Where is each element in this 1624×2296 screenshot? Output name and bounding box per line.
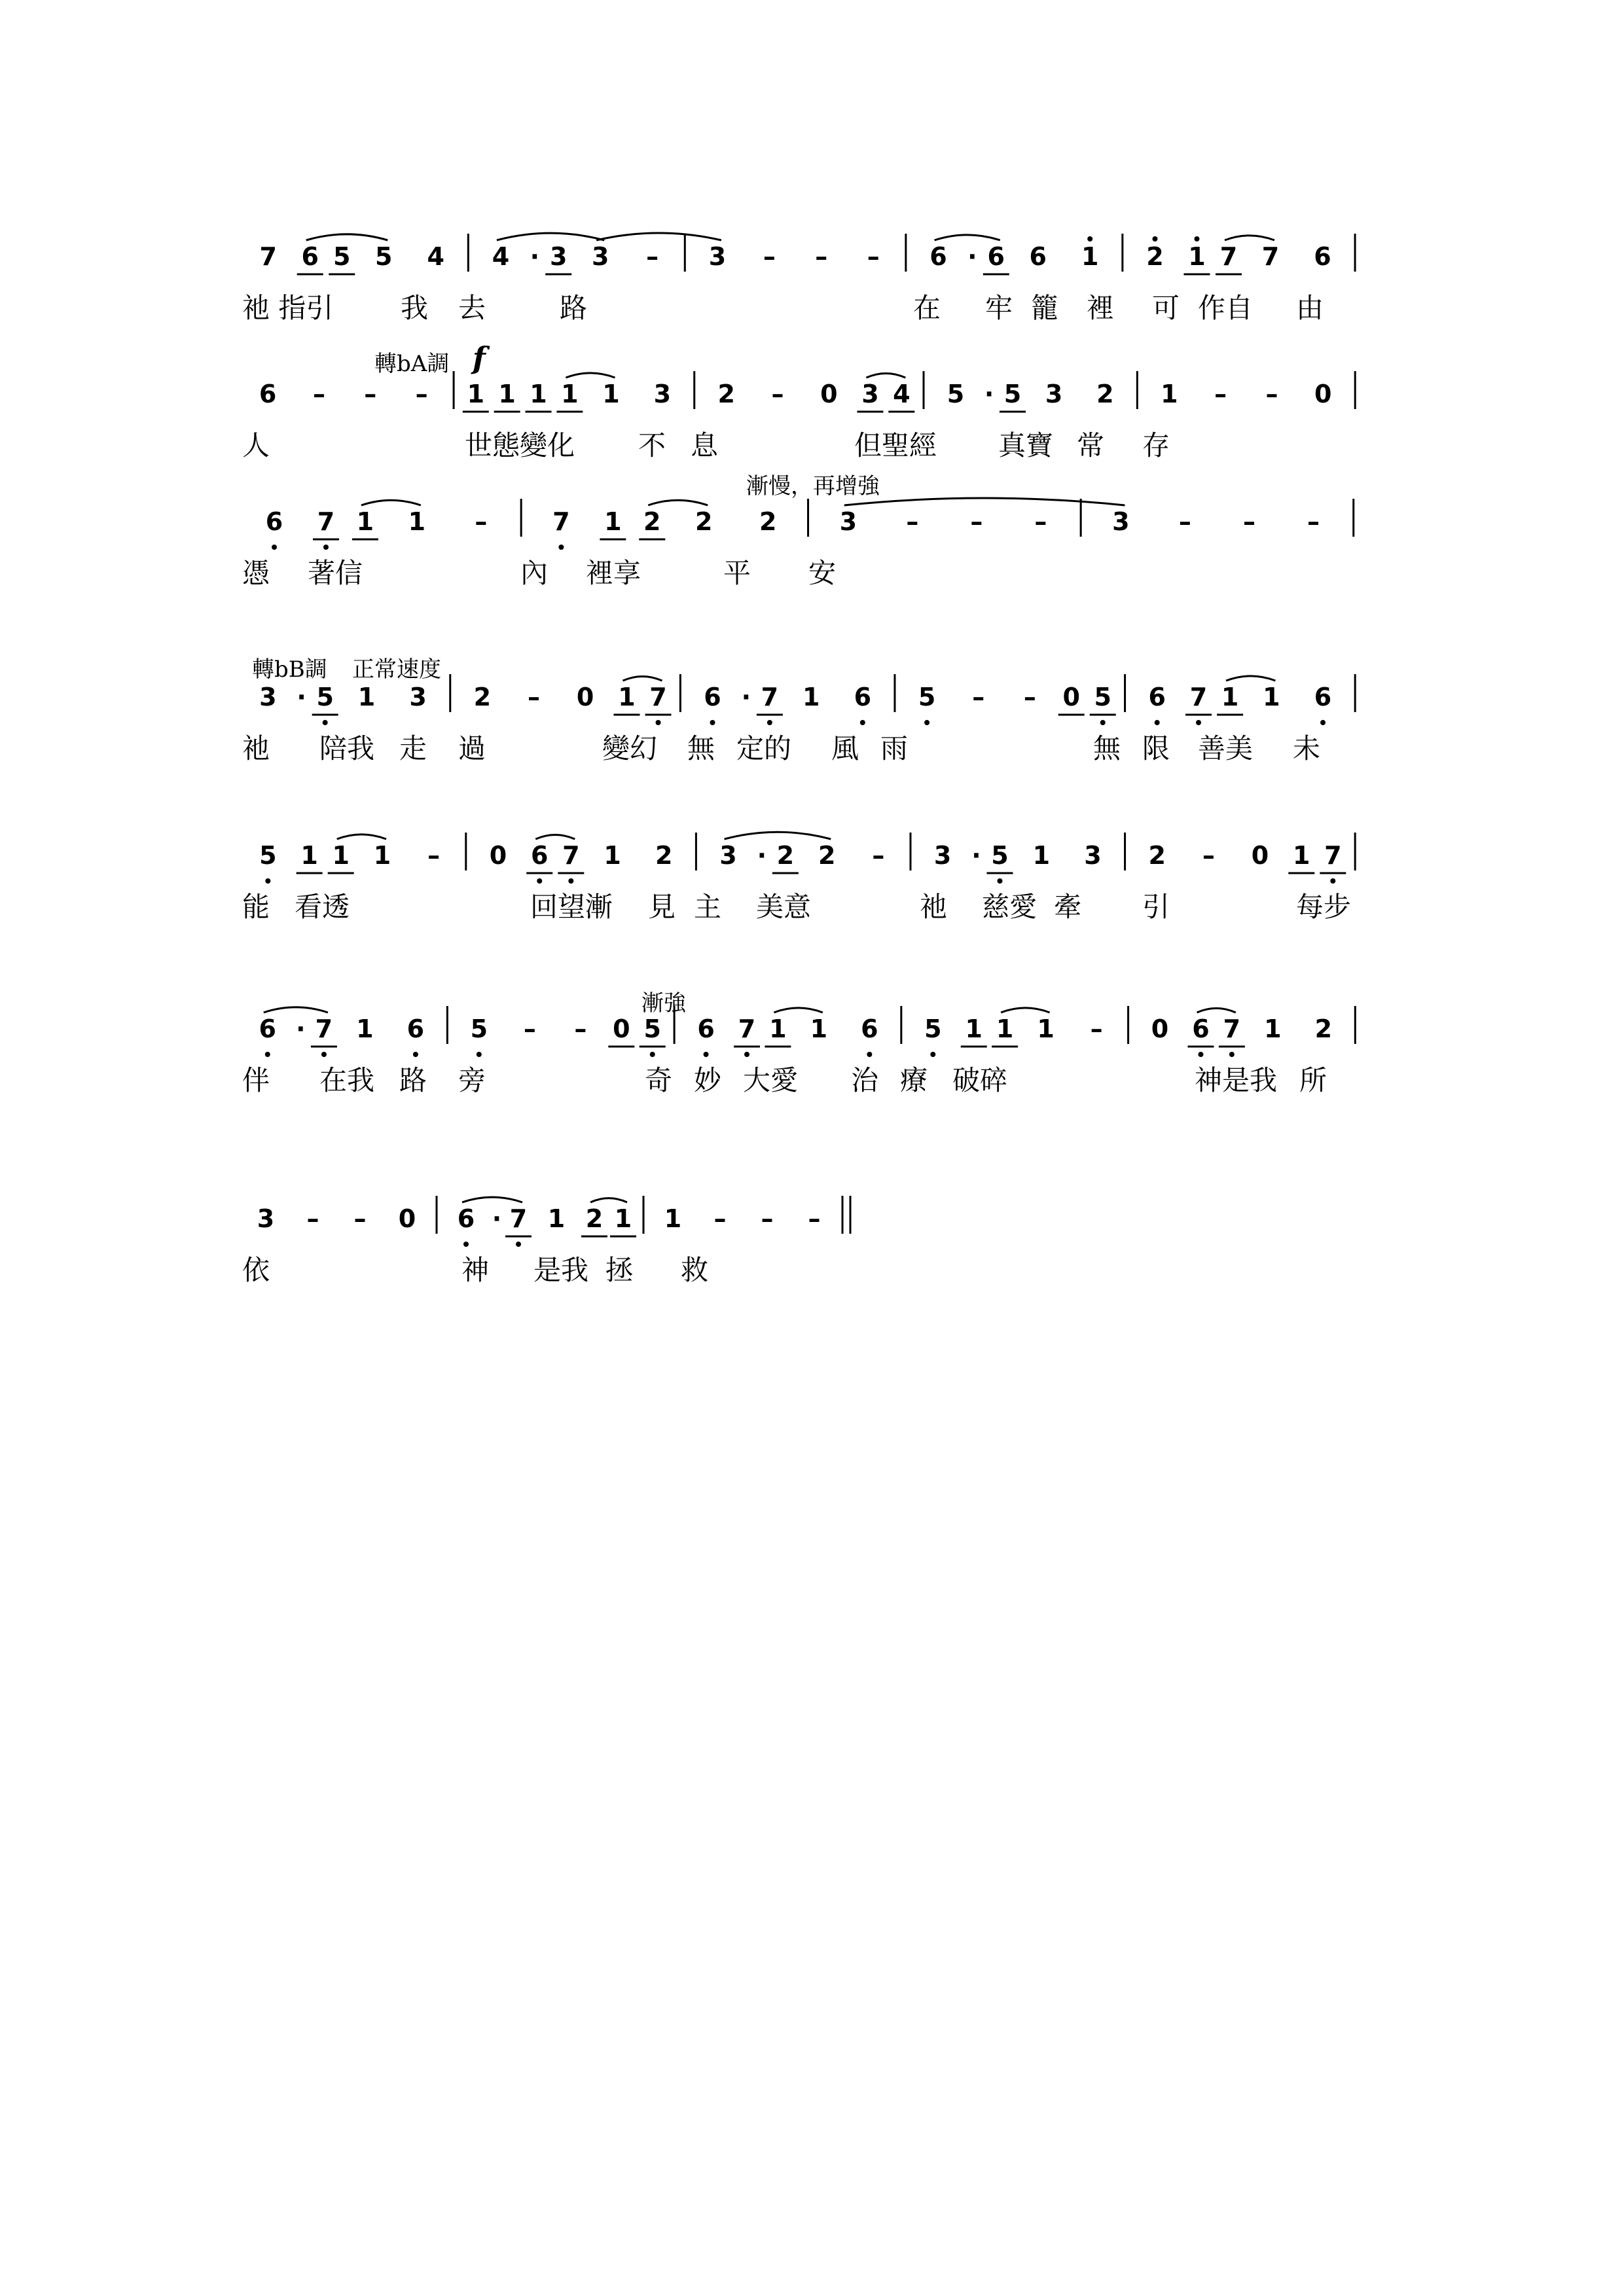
note: 2: [717, 380, 735, 408]
slur-arc: [1197, 1009, 1235, 1013]
note: 7: [315, 1014, 333, 1043]
octave-dot-below: [323, 545, 329, 550]
lyric-text: 息: [691, 429, 719, 461]
lyric-text: 人: [242, 429, 270, 461]
lyric-text: 慈愛: [982, 891, 1038, 923]
lyric-text: 引: [1142, 891, 1170, 923]
lyric-text: 憑: [242, 557, 270, 589]
note: 5: [259, 841, 277, 870]
octave-dot-below: [767, 720, 772, 725]
note: 0: [1062, 683, 1080, 711]
note: 0: [1314, 380, 1332, 408]
octave-dot-below: [650, 1052, 655, 1057]
note: 7: [317, 507, 335, 536]
note: 7: [761, 683, 779, 711]
dot-note: ·: [297, 683, 306, 711]
note: 1: [356, 507, 374, 536]
note: 1: [1293, 841, 1310, 870]
lyric-text: 奇: [645, 1064, 673, 1096]
lyric-text: 路: [399, 1064, 427, 1096]
lyric-text: 破碎: [952, 1064, 1008, 1096]
octave-dot-below: [558, 545, 564, 550]
lyric-text: 見: [648, 891, 676, 923]
dash-note: –: [646, 242, 659, 271]
dash-note: –: [763, 242, 776, 271]
dash-note: –: [427, 841, 441, 870]
dash-note: –: [475, 507, 488, 536]
note: 3: [549, 242, 568, 271]
octave-dot-above: [1194, 236, 1199, 242]
note: 1: [467, 380, 485, 408]
lyric-text: 回望漸: [530, 891, 613, 923]
note: 6: [1029, 242, 1047, 271]
lyric-text: 安: [808, 557, 837, 589]
lyric-text: 無: [1093, 732, 1121, 764]
slur-arc: [935, 235, 1000, 240]
note: 1: [356, 1014, 374, 1043]
lyric-text: 主: [694, 891, 722, 923]
lyric-text: 我: [401, 292, 429, 324]
note: 1: [810, 1014, 828, 1043]
lyric-text: 神: [461, 1254, 490, 1286]
note: 1: [408, 507, 426, 536]
note: 1: [498, 380, 516, 408]
slur-arc: [1225, 236, 1274, 240]
note: 2: [473, 683, 492, 711]
note: 1: [604, 507, 622, 536]
lyric-text: 伴: [242, 1064, 270, 1096]
marking-key-change-b: 轉bB調: [252, 656, 327, 683]
dash-note: –: [528, 683, 541, 711]
slur-arc: [648, 500, 708, 505]
note: 5: [316, 683, 334, 711]
note: 1: [1161, 380, 1178, 408]
note: 7: [1223, 1014, 1241, 1043]
slur-arc: [535, 834, 575, 839]
note: 6: [259, 1014, 276, 1043]
lyric-text: 依: [242, 1254, 270, 1286]
note: 1: [965, 1014, 983, 1043]
dot-note: ·: [757, 841, 767, 870]
octave-dot-below: [1196, 720, 1201, 725]
note: 2: [776, 841, 795, 870]
octave-dot-below: [568, 878, 573, 884]
note: 1: [802, 683, 820, 711]
lyric-text: 著信: [308, 557, 363, 589]
octave-dot-below: [265, 1052, 270, 1057]
octave-dot-below: [537, 878, 542, 884]
slur-arc: [361, 500, 421, 505]
slur-arc: [497, 233, 604, 240]
octave-dot-below: [1229, 1052, 1235, 1057]
lyric-text: 祂 指引: [242, 292, 334, 324]
dash-note: –: [1214, 380, 1227, 408]
lyric-text: 存: [1142, 429, 1170, 461]
lyric-text: 可: [1152, 292, 1180, 324]
note: 3: [708, 242, 727, 271]
octave-dot-below: [477, 1052, 482, 1057]
lyric-text: 無: [687, 732, 715, 764]
slur-arc: [844, 498, 1125, 505]
octave-dot-above: [1152, 236, 1157, 242]
note: 5: [470, 1014, 488, 1043]
note: 1: [530, 380, 547, 408]
lyric-text: 路: [560, 292, 588, 324]
note: 1: [1081, 242, 1099, 271]
lyric-text: 牽: [1054, 891, 1082, 923]
lyric-text: 但聖經: [854, 429, 937, 461]
octave-dot-below: [997, 878, 1002, 884]
octave-dot-below: [265, 878, 270, 884]
note: 4: [427, 242, 444, 271]
dash-note: –: [808, 1204, 821, 1233]
lyric-text: 裡享: [586, 557, 641, 589]
octave-dot-below: [1330, 878, 1335, 884]
lyric-text: 神是我: [1195, 1064, 1278, 1096]
octave-dot-below: [1320, 720, 1326, 725]
note: 3: [409, 683, 427, 711]
note: 6: [1314, 683, 1332, 711]
note: 2: [818, 841, 836, 870]
note: 7: [1189, 683, 1208, 711]
note: 7: [1261, 242, 1280, 271]
lyric-text: 在我: [319, 1064, 375, 1096]
note: 6: [531, 841, 549, 870]
note: 5: [1094, 683, 1111, 711]
note: 6: [457, 1204, 475, 1233]
note: 3: [1084, 841, 1102, 870]
lyric-text: 不: [638, 429, 666, 461]
note: 0: [1251, 841, 1269, 870]
lyric-text: 能: [242, 891, 270, 923]
note: 1: [996, 1014, 1014, 1043]
note: 2: [585, 1204, 604, 1233]
octave-dot-below: [744, 1052, 749, 1057]
lyric-text: 裡: [1087, 292, 1115, 324]
note: 3: [933, 841, 952, 870]
note: 0: [576, 683, 594, 711]
dash-note: –: [353, 1204, 367, 1233]
note: 1: [547, 1204, 566, 1233]
octave-dot-below: [1100, 720, 1106, 725]
octave-dot-below: [867, 1052, 872, 1057]
slur-arc: [264, 1007, 328, 1013]
lyric-text: 陪我: [319, 732, 375, 764]
note: 6: [987, 242, 1005, 271]
dot-note: ·: [296, 1014, 306, 1043]
note: 1: [604, 841, 621, 870]
dot-note: ·: [492, 1204, 502, 1233]
dot-note: ·: [530, 242, 540, 271]
dash-note: –: [312, 380, 325, 408]
dash-note: –: [867, 242, 880, 271]
dash-note: –: [972, 683, 985, 711]
octave-dot-below: [924, 720, 929, 725]
lyric-text: 善美: [1198, 732, 1254, 764]
marking-key-change-a: 轉bA調: [374, 351, 450, 377]
note: 7: [1219, 242, 1238, 271]
slur-arc: [774, 1008, 822, 1013]
note: 1: [602, 380, 620, 408]
note: 7: [649, 683, 667, 711]
dash-note: –: [771, 380, 784, 408]
octave-dot-below: [710, 720, 715, 725]
marking-dynamic-forte: f: [473, 340, 486, 376]
note: 7: [738, 1014, 756, 1043]
note: 0: [1151, 1014, 1169, 1043]
note: 6: [929, 242, 947, 271]
dash-note: –: [415, 380, 428, 408]
lyric-text: 是我: [533, 1254, 589, 1286]
lyric-text: 真寶: [998, 429, 1054, 461]
dash-note: –: [970, 507, 983, 536]
note: 1: [332, 841, 350, 870]
note: 3: [839, 507, 857, 536]
note: 6: [301, 242, 319, 271]
octave-dot-above: [1087, 236, 1092, 242]
dash-note: –: [1202, 841, 1215, 870]
dash-note: –: [1090, 1014, 1103, 1043]
dot-note: ·: [967, 242, 977, 271]
dash-note: –: [815, 242, 828, 271]
slur-arc: [337, 834, 386, 839]
note: 6: [854, 683, 872, 711]
dash-note: –: [574, 1014, 587, 1043]
octave-dot-below: [463, 1242, 469, 1247]
lyric-text: 作自: [1198, 292, 1254, 324]
lyric-text: 拯: [605, 1254, 634, 1286]
lyric-text: 祂: [242, 732, 270, 764]
note: 0: [613, 1014, 630, 1043]
note: 5: [947, 380, 965, 408]
dash-note: –: [761, 1204, 774, 1233]
lyric-text: 世態變化: [465, 429, 575, 461]
dot-note: ·: [984, 380, 994, 408]
octave-dot-below: [321, 1052, 327, 1057]
dash-note: –: [1242, 507, 1255, 536]
note: 1: [614, 1204, 632, 1233]
lyric-text: 常: [1077, 429, 1105, 461]
slur-arc: [725, 832, 831, 839]
dash-note: –: [906, 507, 919, 536]
note: 1: [1221, 683, 1239, 711]
note: 1: [1032, 841, 1051, 870]
note: 1: [618, 683, 636, 711]
note: 1: [373, 841, 391, 870]
note: 7: [562, 841, 580, 870]
dash-note: –: [1023, 683, 1036, 711]
lyric-text: 未: [1293, 732, 1321, 764]
note: 6: [1148, 683, 1166, 711]
note: 6: [406, 1014, 425, 1043]
octave-dot-below: [1155, 720, 1160, 725]
note: 2: [695, 507, 713, 536]
dash-note: –: [713, 1204, 727, 1233]
dash-note: –: [523, 1014, 536, 1043]
octave-dot-below: [704, 1052, 709, 1057]
note: 6: [704, 683, 721, 711]
note: 1: [300, 841, 318, 870]
lyric-text: 走: [399, 732, 427, 764]
octave-dot-below: [516, 1242, 521, 1247]
slur-arc: [590, 1198, 627, 1202]
octave-dot-below: [860, 720, 865, 725]
note: 5: [1003, 380, 1022, 408]
lyric-text: 過: [458, 732, 486, 764]
octave-dot-below: [413, 1052, 418, 1057]
slur-arc: [462, 1197, 522, 1202]
slur-arc: [306, 234, 388, 240]
lyric-text: 在: [913, 292, 941, 324]
lyric-text: 牢: [985, 292, 1013, 324]
note: 5: [643, 1014, 661, 1043]
note: 5: [333, 242, 351, 271]
lyric-text: 大愛: [743, 1064, 799, 1096]
note: 3: [719, 841, 737, 870]
octave-dot-below: [656, 720, 661, 725]
note: 2: [1148, 841, 1166, 870]
lyric-text: 風: [831, 732, 859, 764]
note: 6: [1314, 242, 1331, 271]
note: 2: [1314, 1014, 1333, 1043]
lyric-text: 治: [851, 1064, 879, 1096]
note: 7: [1324, 841, 1342, 870]
note: 1: [1264, 1014, 1282, 1043]
note: 1: [1263, 683, 1280, 711]
lyric-text: 內: [520, 557, 549, 589]
octave-dot-below: [272, 545, 277, 550]
note: 6: [861, 1014, 878, 1043]
slur-arc: [566, 373, 615, 378]
lyric-text: 祂: [920, 891, 948, 923]
note: 6: [259, 380, 277, 408]
dash-note: –: [1307, 507, 1320, 536]
note: 5: [375, 242, 393, 271]
note: 3: [257, 1204, 275, 1233]
octave-dot-below: [323, 720, 328, 725]
dash-note: –: [1178, 507, 1191, 536]
dot-note: ·: [971, 841, 981, 870]
lyric-text: 由: [1296, 292, 1324, 324]
octave-dot-below: [930, 1052, 935, 1057]
note: 0: [398, 1204, 416, 1233]
dash-note: –: [872, 841, 885, 870]
note: 3: [861, 380, 879, 408]
note: 1: [1188, 242, 1206, 271]
note: 0: [489, 841, 507, 870]
lyric-text: 療: [900, 1064, 928, 1096]
marking-tempo-normal: 正常速度: [352, 656, 441, 683]
note: 3: [653, 380, 672, 408]
note: 5: [918, 683, 936, 711]
note: 3: [1112, 507, 1130, 536]
slur-arc: [623, 676, 662, 681]
note: 4: [492, 242, 510, 271]
lyric-text: 定的: [736, 732, 792, 764]
note: 6: [1192, 1014, 1210, 1043]
lyric-text: 雨: [880, 732, 909, 764]
note: 1: [357, 683, 376, 711]
note: 7: [259, 242, 277, 271]
note: 1: [1037, 1014, 1055, 1043]
dash-note: –: [364, 380, 377, 408]
note: 3: [591, 242, 609, 271]
note: 6: [265, 507, 283, 536]
note: 3: [259, 683, 277, 711]
lyric-text: 去: [458, 292, 486, 324]
note: 0: [820, 380, 838, 408]
octave-dot-below: [1198, 1052, 1203, 1057]
lyric-text: 旁: [458, 1064, 486, 1096]
dash-note: –: [1034, 507, 1047, 536]
lyric-text: 變幻: [602, 732, 658, 764]
note: 2: [655, 841, 673, 870]
lyric-text: 平: [723, 557, 751, 589]
note: 1: [561, 380, 579, 408]
note: 2: [643, 507, 661, 536]
slur-arc: [1226, 676, 1275, 681]
slur-arc: [866, 374, 905, 378]
slur-arc: [1001, 1008, 1049, 1013]
note: 2: [759, 507, 777, 536]
lyric-text: 所: [1299, 1064, 1327, 1096]
note: 3: [1045, 380, 1063, 408]
note: 7: [552, 507, 570, 536]
lyric-text: 籠: [1031, 292, 1059, 324]
note: 2: [1096, 380, 1114, 408]
dot-note: ·: [741, 683, 751, 711]
note: 1: [769, 1014, 787, 1043]
note: 2: [1146, 242, 1164, 271]
marking-cresc: 漸強: [641, 990, 686, 1016]
dash-note: –: [1265, 380, 1278, 408]
lyric-text: 妙: [694, 1064, 722, 1096]
note: 1: [664, 1204, 682, 1233]
lyric-text: 救: [681, 1254, 709, 1286]
lyric-text: 每步: [1296, 891, 1352, 923]
note: 4: [893, 380, 911, 408]
note: 7: [509, 1204, 528, 1233]
dash-note: –: [306, 1204, 319, 1233]
note: 6: [697, 1014, 715, 1043]
note: 5: [924, 1014, 942, 1043]
slur-arc: [596, 233, 721, 240]
lyric-text: 看透: [295, 891, 350, 923]
lyric-text: 美意: [756, 891, 812, 923]
marking-rit-cresc: 漸慢，再增強: [746, 473, 880, 499]
note: 5: [991, 841, 1009, 870]
lyric-text: 限: [1142, 732, 1170, 764]
